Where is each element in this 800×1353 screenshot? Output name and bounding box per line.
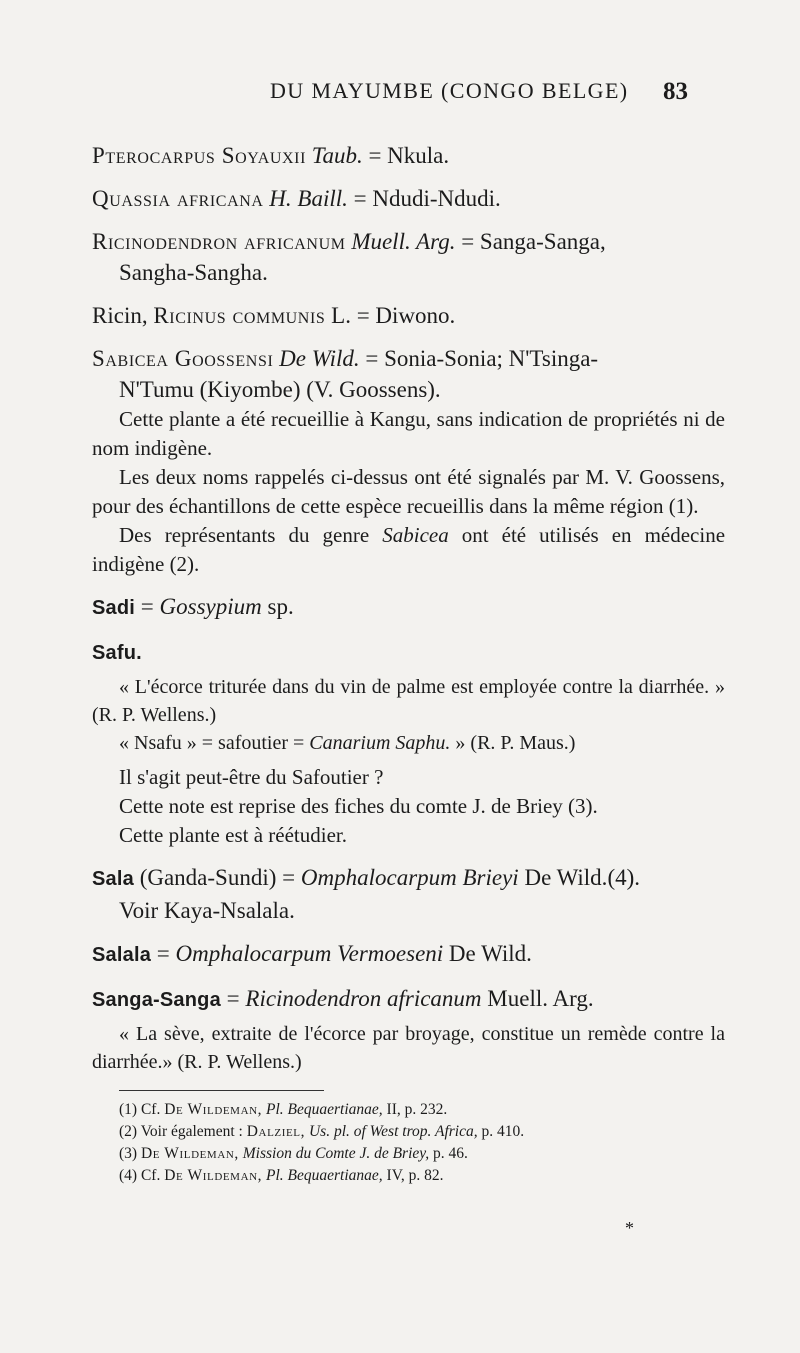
species-name: Gossypium [159, 594, 262, 619]
page-body [92, 140, 725, 1187]
footnote-ref[interactable]: (4). [607, 865, 641, 890]
entry-pterocarpus [92, 140, 725, 171]
vernacular: L. = Diwono. [331, 303, 456, 328]
entry-ricinodendron [92, 226, 725, 288]
safu-paragraph-3: Cette plante est à réétudier. [119, 823, 347, 847]
footnote-ref[interactable]: (3). [568, 794, 598, 818]
footnote-rule [119, 1090, 324, 1091]
entry-sala: Sala (Ganda-Sundi) = Omphalocarpum Brieyi De Wild.(4). Voir Kaya-Nsalala. [92, 862, 725, 926]
species-name: Canarium Saphu. [309, 732, 451, 754]
species-name: Ricinodendron africanum [245, 986, 482, 1011]
vernacular-cont: N'Tumu (Kiyombe) (V. Goossens). [119, 377, 441, 402]
species-name: Ricinus communis [153, 303, 326, 328]
sabicea-paragraph-3: Des représentants du genre Sabicea ont été utilisés en médecine indigène (2). [92, 523, 726, 576]
entry-safu [92, 636, 725, 850]
footnote-3: (3) De Wildeman, Mission du Comte J. de Briey, p. 46. [119, 1145, 468, 1162]
footnote-2: (2) Voir également : Dalziel, Us. pl. of West trop. Africa, p. 410. [119, 1123, 525, 1140]
footnote-4: (4) Cf. De Wildeman, Pl. Bequaertianae, IV, p. 82. [119, 1167, 444, 1184]
entry-quassia [92, 183, 725, 214]
species-name: Omphalocarpum Vermoeseni [175, 941, 444, 966]
sabicea-paragraph-1: Cette plante a été recueillie à Kangu, sans indication de propriétés ni de nom indigène. [92, 407, 725, 460]
safu-quote-1: « L'écorce triturée dans du vin de palme est employée contre la diarrhée. » (R. P. Wellens.) [92, 676, 725, 726]
vernacular: = Sonia-Sonia; N'Tsinga- [365, 346, 599, 371]
entry-sabicea [92, 343, 725, 579]
safu-quote-2: « Nsafu » = safoutier = Canarium Saphu. » (R. P. Maus.) [119, 732, 576, 754]
footnote-ref[interactable]: (2). [169, 552, 200, 576]
species-name: Sabicea Goossensi [92, 346, 274, 371]
vernacular: = Nkula. [368, 143, 450, 168]
running-head: DU MAYUMBE (CONGO BELGE) [270, 78, 629, 103]
page-header [0, 78, 800, 108]
species-name: Ricinodendron africanum [92, 229, 346, 254]
cross-reference: Voir Kaya-Nsalala. [119, 898, 295, 923]
common-name: Ricin, [92, 303, 148, 328]
author: Taub. [311, 143, 363, 168]
genus-name: Sabicea [382, 523, 449, 547]
signature-mark: * [625, 1218, 634, 1238]
species-name: Pterocarpus Soyauxii [92, 143, 307, 168]
entry-sanga-sanga: Sanga-Sanga = Ricinodendron africanum Muell. Arg. « La sève, extraite de l'écorce par broyage, constitue un remède contre la diarrhée.» (R. P. Wellens.) [92, 983, 725, 1076]
vernacular-head: Sadi [92, 597, 136, 619]
vernacular-head: Sala [92, 868, 134, 890]
entry-sabicea-head [92, 343, 725, 405]
safu-paragraph-2: Cette note est reprise des fiches du comte J. de Briey (3). [119, 794, 598, 818]
vernacular-cont: Sangha-Sangha. [119, 260, 268, 285]
vernacular: = Sanga-Sanga, [461, 229, 606, 254]
vernacular-head: Sanga-Sanga [92, 989, 221, 1011]
entry-sadi: Sadi = Gossypium sp. [92, 594, 294, 619]
safu-paragraph-1: Il s'agit peut-être du Safoutier ? [119, 765, 384, 789]
species-name: Omphalocarpum Brieyi [300, 865, 519, 890]
author: H. Baill. [269, 186, 348, 211]
author: Muell. Arg. [351, 229, 456, 254]
entry-salala: Salala = Omphalocarpum Vermoeseni De Wild. [92, 941, 532, 966]
page-number: 83 [663, 78, 688, 105]
sabicea-paragraph-2: Les deux noms rappelés ci-dessus ont été signalés par M. V. Goossens, pour des échantillons de cette espèce recueillis dans la même région (1). [92, 465, 725, 518]
author: De Wild. [279, 346, 360, 371]
vernacular-head: Safu. [92, 642, 142, 664]
species-name: Quassia africana [92, 186, 264, 211]
footnote-ref[interactable]: (1). [668, 494, 699, 518]
vernacular-head: Salala [92, 944, 152, 966]
sanga-quote: « La sève, extraite de l'écorce par broyage, constitue un remède contre la diarrhée.» (R. P. Wellens.) [92, 1023, 725, 1073]
vernacular: = Ndudi-Ndudi. [353, 186, 501, 211]
footnote-1: (1) Cf. De Wildeman, Pl. Bequaertianae, II, p. 232. [119, 1101, 448, 1118]
entry-ricin [92, 300, 725, 331]
footnotes [92, 1099, 725, 1187]
